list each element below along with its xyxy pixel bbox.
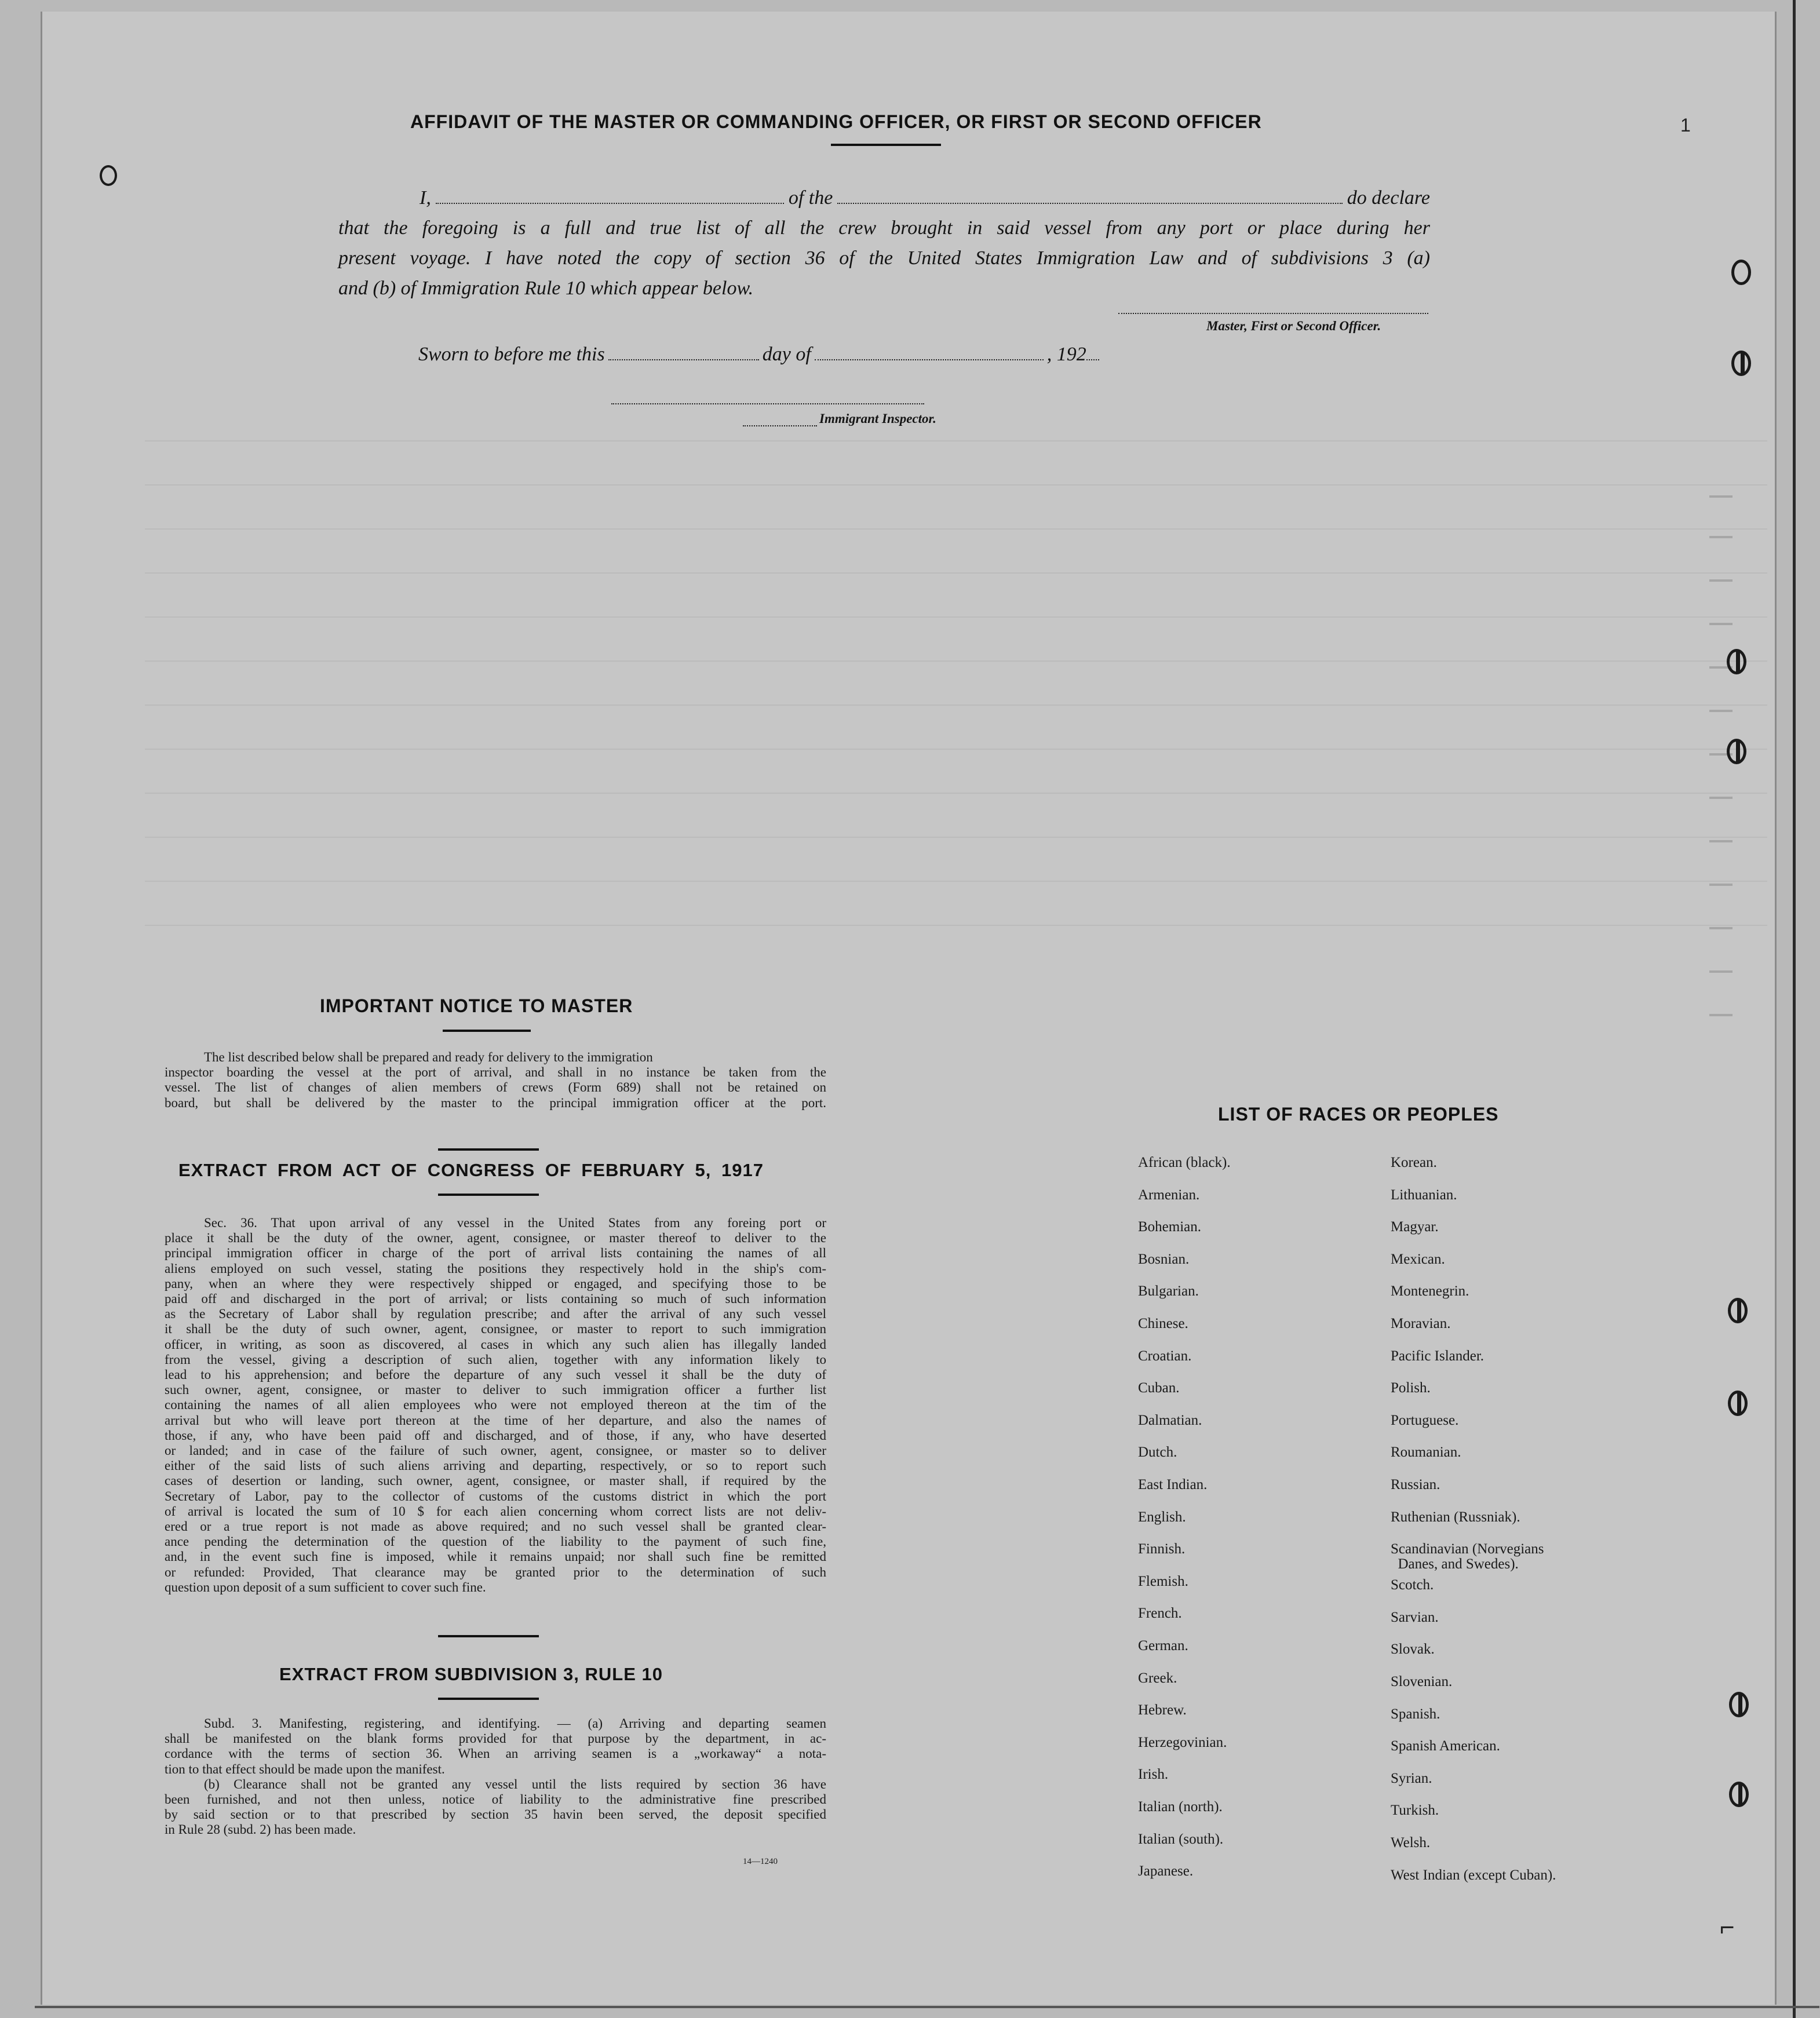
race-item: German. [1138,1638,1188,1654]
text-line: shall be manifested on the blank forms provided for that purpose by the department, in ac- [165,1731,826,1746]
race-item: Polish. [1391,1380,1431,1396]
text-line: pany, when an where they were respectively shipped or engaged, and specifying those to be [165,1276,826,1291]
punch-hole [1728,1298,1748,1323]
paper-edge [1793,0,1796,2018]
race-item: Syrian. [1391,1771,1432,1786]
punch-hole [1731,260,1751,285]
text-line: from the vessel, giving a description of such alien, together with any information likely to [165,1352,826,1367]
month-blank[interactable] [815,344,1044,360]
text-line: lead to his apprehension; and before the departure of any such vessel it shall be the duty of [165,1367,826,1382]
text-line: those, if any, who have been paid off and discharged, and of those, if any, who have deserted [165,1428,826,1443]
affidavit-do-declare: do declare [1347,187,1430,209]
text-line: Sec. 36. That upon arrival of any vessel in the United States from any foreing port or [204,1216,826,1230]
race-item: Pacific Islander. [1391,1348,1485,1364]
race-item: Flemish. [1138,1574,1188,1589]
text-line: Secretary of Labor, pay to the collector of customs of the customs district in which the port [165,1488,826,1504]
race-item: Mexican. [1391,1251,1445,1267]
race-item: Korean. [1391,1155,1437,1170]
text-line: either of the said lists of such aliens arriving and departing, respectively, or so to report such [165,1458,826,1473]
text-line: containing the names of all alien employees who were not employed thereon at the tim of the [165,1397,826,1413]
master-signature-blank[interactable] [1118,301,1428,314]
notice-title-rule [443,1030,531,1032]
text-line: as the Secretary of Labor shall by regulation prescribe; and after the arrival of any such vessel [165,1307,826,1322]
paper-edge-bottom [35,2006,1819,2008]
text-line: paid off and discharged in the port of arrival; or lists containing so much of such information [165,1291,826,1307]
race-item: Welsh. [1391,1835,1431,1851]
text-line: place it shall be the duty of the owner, agent, consignee, or master thereof to deliver to the [165,1231,826,1246]
punch-hole [100,165,117,186]
race-item: Italian (north). [1138,1799,1223,1815]
race-item: English. [1138,1509,1186,1525]
inspector-signature-label: Immigrant Inspector. [819,411,936,426]
race-item: Turkish. [1391,1802,1439,1818]
race-item: Japanese. [1138,1863,1194,1879]
affidavit-title: AFFIDAVIT OF THE MASTER OR COMMANDING OFFICER, OR FIRST OR SECOND OFFICER [410,111,1262,132]
race-item: West Indian (except Cuban). [1391,1867,1556,1883]
race-item: Greek. [1138,1670,1177,1686]
rule-text [165,1716,826,1838]
affidavit-title-rule [831,144,941,146]
text-line: cordance with the terms of section 36. When an arriving seamen is a „workaway“ a nota- [165,1746,826,1761]
affidavit-line-4: and (b) of Immigration Rule 10 which appear below. [338,278,754,299]
text-line: such owner, agent, consignee, or master to deliver to such immigration officer a further list [165,1382,826,1397]
corner-mark: ⌐ [1720,1913,1735,1942]
race-item: Hebrew. [1138,1702,1187,1718]
race-item: Scandinavian (Norvegians Danes, and Swedes). [1391,1541,1544,1572]
text-line: officer, in writing, as soon as discovered, al cases in which any such alien has illegally landed [165,1337,826,1352]
text-line: in Rule 28 (subd. 2) has been made. [165,1822,356,1837]
rule-top-rule [438,1635,539,1637]
race-item: Chinese. [1138,1316,1188,1331]
notice-line: inspector boarding the vessel at the port of arrival, and shall in no instance be taken from the [165,1065,826,1080]
form-number: 14—1240 [743,1857,778,1866]
race-item: Spanish American. [1391,1738,1500,1754]
race-item: Dalmatian. [1138,1413,1202,1428]
race-item: Scotch. [1391,1577,1434,1593]
punch-hole [1727,649,1746,674]
race-item: Bosnian. [1138,1251,1190,1267]
race-item: Roumanian. [1391,1444,1461,1460]
text-line: been furnished, and not then unless, notice of liability to the administrative fine prescribed [165,1792,826,1807]
text-line: Subd. 3. Manifesting, registering, and identifying. — (a) Arriving and departing seamen [204,1716,826,1731]
text-line: aliens employed on such vessel, stating the positions they respectively hold in the ship's com- [165,1261,826,1276]
sworn-text: Sworn to before me this [418,344,605,365]
notice-line: The list described below shall be prepared and ready for delivery to the immigration [204,1050,653,1064]
text-line: of arrival is located the sum of 10 $ for each alien concerning whom correct lists are not deliv- [165,1504,826,1519]
race-item: Bohemian. [1138,1219,1202,1235]
race-item: French. [1138,1605,1182,1621]
affidavit-line-2: that the foregoing is a full and true list of all the crew brought in said vessel from any port or place during her [338,217,1430,239]
text-line: arrival but who will leave port thereon at the time of her departure, and also the names of [165,1413,826,1428]
race-item: Slovenian. [1391,1674,1453,1689]
act-title: EXTRACT FROM ACT OF CONGRESS OF FEBRUARY 5, 1917 [178,1160,764,1180]
race-item: Montenegrin. [1391,1283,1469,1299]
year-text: , 192 [1046,344,1086,365]
rule-title: EXTRACT FROM SUBDIVISION 3, RULE 10 [279,1664,663,1684]
races-title: LIST OF RACES OR PEOPLES [1218,1104,1499,1125]
race-item: Portuguese. [1391,1413,1459,1428]
punch-hole [1728,1391,1748,1416]
race-item: Italian (south). [1138,1831,1224,1847]
race-item: Croatian. [1138,1348,1192,1364]
affidavit-i: I, [420,187,431,209]
punch-hole [1727,739,1746,764]
text-line: cases of desertion or landing, such owner, agent, consignee, or master shall, if required by the [165,1473,826,1488]
race-item: Finnish. [1138,1541,1186,1557]
race-item: Ruthenian (Russniak). [1391,1509,1520,1525]
race-item: Magyar. [1391,1219,1439,1235]
race-item: Cuban. [1138,1380,1180,1396]
day-blank[interactable] [608,344,759,360]
notice-line: board, but shall be delivered by the master to the principal immigration officer at the port. [165,1095,826,1110]
act-top-rule [438,1148,539,1151]
text-line: (b) Clearance shall not be granted any vessel until the lists required by section 36 have [204,1776,826,1791]
year-blank[interactable] [1086,344,1099,360]
inspector-signature-blank-2[interactable] [743,416,817,426]
text-line: it shall be the duty of such owner, agent, consignee, or master to report to such immigration [165,1322,826,1337]
race-item: Herzegovinian. [1138,1735,1227,1750]
affidavit-declaration [338,183,1430,304]
vessel-blank[interactable] [837,188,1342,204]
notice-text [165,1050,826,1111]
notice-line: vessel. The list of changes of alien members of crews (Form 689) shall not be retained on [165,1080,826,1095]
race-item: Bulgarian. [1138,1283,1199,1299]
master-signature-label: Master, First or Second Officer. [1206,319,1381,333]
text-line: ance pending the determination of the question of the liability to the payment of such fine, [165,1534,826,1549]
text-line: or landed; and in case of the failure of such owner, agent, consignee, or master so to deliver [165,1443,826,1458]
name-blank[interactable] [436,188,784,204]
race-item: Moravian. [1391,1316,1451,1331]
affidavit-of-the: of the [788,187,833,209]
act-title-rule [438,1194,539,1196]
race-item: Dutch. [1138,1444,1177,1460]
text-line: ered or a true report is not made as above required; and no such vessel shall be granted clear- [165,1519,826,1534]
race-item: Slovak. [1391,1641,1435,1657]
affidavit-line-1 [338,183,1430,213]
race-item: Sarvian. [1391,1610,1439,1625]
day-of-text: day of [762,344,811,365]
text-line: by said section or to that prescribed by section 35 havin been served, the deposit specified [165,1807,826,1822]
act-text [165,1216,826,1595]
punch-hole [1729,1692,1749,1717]
text-line: or refunded: Provided, That clearance may be granted prior to the determination of such [165,1564,826,1579]
text-line: tion to that effect should be made upon the manifest. [165,1761,445,1776]
race-item: Lithuanian. [1391,1187,1457,1203]
race-item: Spanish. [1391,1706,1440,1722]
punch-hole [1729,1782,1749,1807]
punch-hole [1731,351,1751,376]
text-line: principal immigration officer in charge of the port of arrival lists containing the names of all [165,1246,826,1261]
race-item: African (black). [1138,1155,1231,1170]
race-item: Armenian. [1138,1187,1200,1203]
text-line: and, in the event such fine is imposed, while it remains unpaid; nor shall such fine be remitted [165,1549,826,1564]
race-item: Irish. [1138,1767,1169,1782]
race-item: Russian. [1391,1477,1440,1492]
race-item: East Indian. [1138,1477,1208,1492]
affidavit-line-3: present voyage. I have noted the copy of section 36 of the United States Immigration Law and of subdivisions 3 (a) [338,247,1430,269]
text-line: question upon deposit of a sum sufficient to cover such fine. [165,1579,486,1594]
notice-title: IMPORTANT NOTICE TO MASTER [320,995,633,1016]
inspector-signature-blank[interactable] [611,394,924,404]
form-sheet [41,12,1777,2005]
rule-title-rule [438,1698,539,1700]
page-number-mark: 1 [1680,115,1691,136]
sworn-line [418,340,1137,370]
